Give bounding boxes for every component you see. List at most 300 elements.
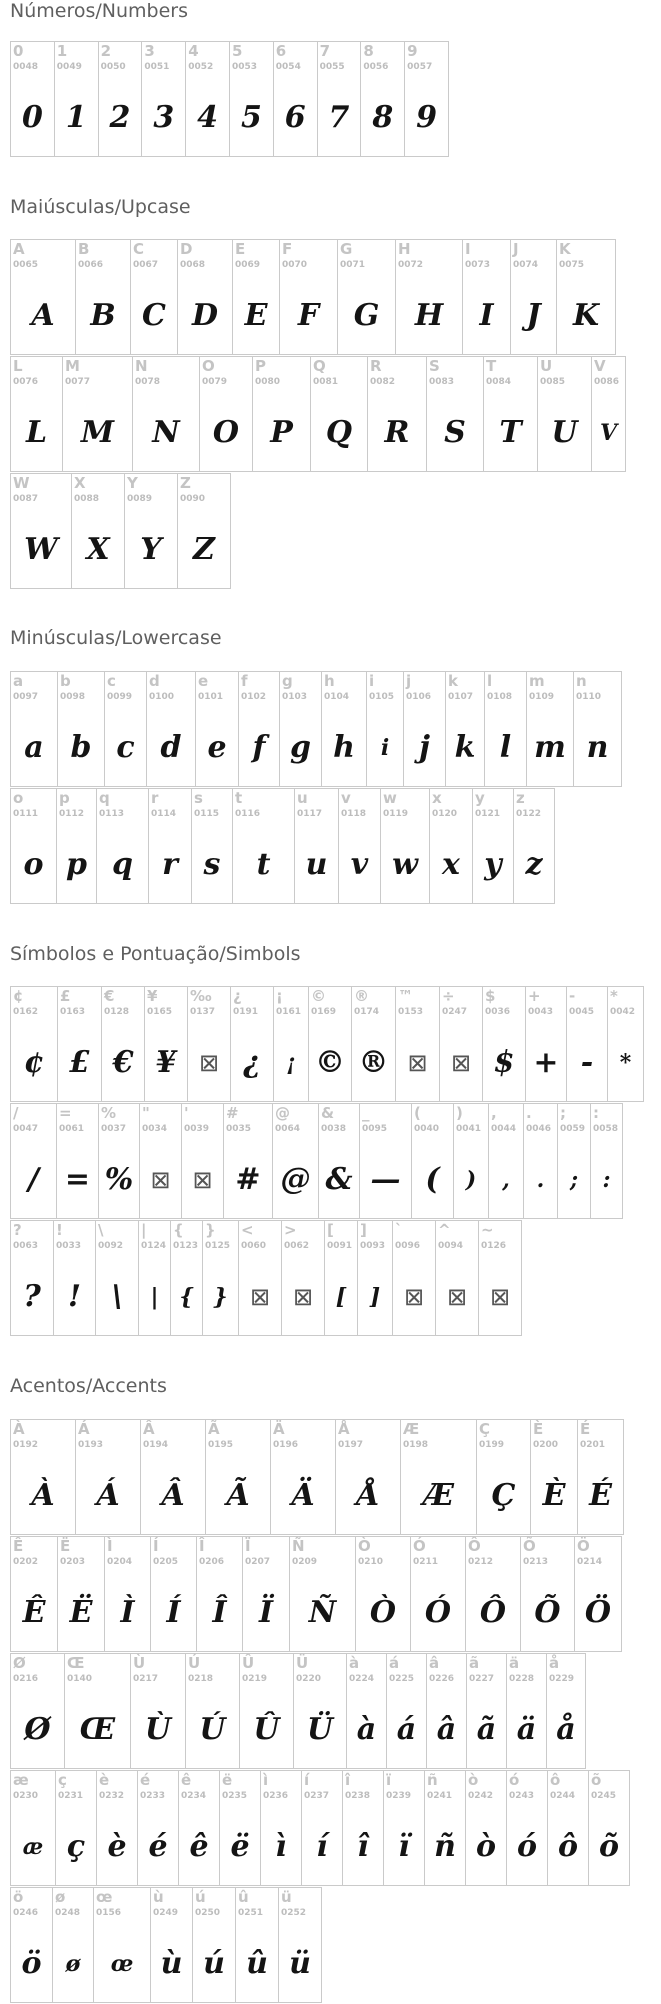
- glyph-code-label: 0248: [55, 1908, 81, 1918]
- glyph-char-label: P: [255, 357, 266, 375]
- glyph-cell: [566, 986, 608, 1102]
- glyph-code-label: 0202: [13, 1557, 39, 1567]
- glyph-char-label: ': [184, 1104, 189, 1122]
- glyph-char-label: q: [99, 789, 110, 807]
- glyph-code-label: 0162: [13, 1007, 39, 1017]
- glyph-code-label: 0156: [96, 1908, 122, 1918]
- glyph-cell: [252, 356, 311, 472]
- glyph-char-label: ó: [509, 1771, 520, 1789]
- glyph-char-label: H: [398, 240, 411, 258]
- glyph-sample: Î: [212, 1595, 227, 1630]
- glyph-sample: C: [142, 298, 166, 333]
- glyph-char-label: W: [13, 474, 30, 492]
- glyph-code-label: 0228: [509, 1674, 535, 1684]
- glyph-sample: w: [392, 847, 418, 882]
- glyph-code-label: 0111: [13, 809, 39, 819]
- glyph-char-label: ì: [263, 1771, 269, 1789]
- glyph-sample: H: [414, 298, 444, 333]
- glyph-char-label: ï: [386, 1771, 392, 1789]
- glyph-char-label: Ì: [107, 1537, 113, 1555]
- glyph-sample: u: [305, 847, 328, 882]
- glyph-code-label: 0094: [438, 1241, 464, 1251]
- glyph-char-label: Ã: [208, 1420, 220, 1438]
- glyph-code-label: 0216: [13, 1674, 39, 1684]
- glyph-code-label: 0096: [395, 1241, 421, 1251]
- glyph-code-label: 0161: [276, 1007, 302, 1017]
- glyph-code-label: 0121: [475, 809, 501, 819]
- glyph-sample: 6: [284, 100, 306, 135]
- glyph-char-label: S: [429, 357, 440, 375]
- glyph-code-label: 0091: [327, 1241, 353, 1251]
- glyph-cell: [317, 41, 362, 157]
- glyph-code-label: 0107: [448, 692, 474, 702]
- glyph-sample: k: [454, 730, 476, 765]
- glyph-code-label: 0226: [429, 1674, 455, 1684]
- glyph-char-label: i: [369, 672, 375, 690]
- glyph-cell: [338, 788, 381, 904]
- glyph-cell: [293, 1653, 347, 1769]
- glyph-cell: [96, 1770, 138, 1886]
- glyph-cell: [96, 788, 149, 904]
- glyph-char-label: Ñ: [292, 1537, 305, 1555]
- glyph-sample: ú: [203, 1946, 225, 1981]
- glyph-sample: ã: [476, 1712, 497, 1747]
- glyph-sample: Á: [96, 1478, 120, 1513]
- glyph-code-label: 0049: [56, 62, 82, 72]
- glyph-sample: D: [191, 298, 218, 333]
- glyph-sample: d: [160, 730, 182, 765]
- glyph-sample: P: [270, 415, 293, 450]
- glyph-sample: î: [357, 1829, 369, 1864]
- glyph-sample: N: [152, 415, 180, 450]
- glyph-sample: M: [80, 415, 115, 450]
- glyph-code-label: 0102: [241, 692, 267, 702]
- glyph-sample: Ï: [258, 1595, 274, 1630]
- glyph-sample: 8: [372, 100, 394, 135]
- glyph-code-label: 0233: [140, 1791, 166, 1801]
- glyph-code-label: 0090: [180, 494, 206, 504]
- glyph-char-label: e: [198, 672, 209, 690]
- glyph-code-label: 0038: [321, 1124, 347, 1134]
- glyph-code-label: 0078: [135, 377, 161, 387]
- glyph-row-accents-4: [10, 1770, 629, 1886]
- glyph-code-label: 0083: [429, 377, 455, 387]
- glyph-cell: [510, 239, 557, 355]
- glyph-cell: [324, 1220, 358, 1336]
- glyph-code-label: 0051: [144, 62, 170, 72]
- glyph-cell: [484, 671, 527, 787]
- glyph-sample: Ò: [369, 1595, 397, 1630]
- glyph-code-label: 0068: [180, 260, 206, 270]
- glyph-cell: [530, 1419, 578, 1535]
- glyph-char-label: (: [414, 1104, 421, 1122]
- glyph-cell: [229, 41, 274, 157]
- glyph-code-label: 0095: [362, 1124, 388, 1134]
- glyph-char-label: l: [487, 672, 493, 690]
- glyph-code-label: 0137: [190, 1007, 216, 1017]
- glyph-sample: Ú: [199, 1712, 226, 1747]
- glyph-sample: h: [333, 730, 355, 765]
- glyph-code-label: 0219: [242, 1674, 268, 1684]
- glyph-sample: ,: [502, 1167, 510, 1193]
- glyph-cell: [54, 41, 99, 157]
- glyph-code-label: 0247: [442, 1007, 468, 1017]
- glyph-cell: [62, 356, 133, 472]
- glyph-char-label: å: [549, 1654, 560, 1672]
- glyph-char-label: Ä: [273, 1420, 285, 1438]
- glyph-sample: Ö: [584, 1595, 612, 1630]
- glyph-sample: X: [86, 532, 110, 567]
- glyph-code-label: 0048: [13, 62, 39, 72]
- glyph-code-label: 0245: [591, 1791, 617, 1801]
- glyph-char-label: ®: [354, 987, 369, 1005]
- glyph-cell: [346, 1653, 387, 1769]
- glyph-sample: À: [31, 1478, 55, 1513]
- glyph-code-label: 0050: [100, 62, 126, 72]
- glyph-code-label: 0064: [275, 1124, 301, 1134]
- glyph-char-label: n: [576, 672, 587, 690]
- glyph-char-label: K: [559, 240, 571, 258]
- glyph-sample: ì: [275, 1829, 287, 1864]
- glyph-code-label: 0100: [149, 692, 175, 702]
- glyph-char-label: Q: [313, 357, 326, 375]
- glyph-cell: [52, 1887, 94, 2003]
- glyph-cell: [185, 1653, 240, 1769]
- glyph-code-label: 0210: [358, 1557, 384, 1567]
- glyph-char-label: 1: [56, 42, 68, 60]
- glyph-char-label: d: [149, 672, 160, 690]
- glyph-code-label: 0122: [516, 809, 542, 819]
- glyph-cell: [202, 1220, 239, 1336]
- glyph-sample: è: [107, 1829, 127, 1864]
- glyph-cell: [400, 1419, 477, 1535]
- glyph-sample: O: [212, 415, 240, 450]
- glyph-sample: n: [586, 730, 609, 765]
- glyph-row-symbols-1: [10, 986, 643, 1102]
- glyph-cell: [547, 1770, 589, 1886]
- glyph-code-label: 0079: [202, 377, 228, 387]
- glyph-char-label: +: [528, 987, 541, 1005]
- glyph-cell: [526, 671, 574, 787]
- glyph-code-label: 0067: [133, 260, 159, 270]
- glyph-sample: Í: [166, 1595, 181, 1630]
- glyph-sample: ñ: [434, 1829, 456, 1864]
- glyph-row-upcase-1: [10, 239, 615, 355]
- glyph-cell: [170, 1220, 203, 1336]
- glyph-code-label: 0066: [78, 260, 104, 270]
- glyph-char-label: ü: [281, 1888, 292, 1906]
- glyph-code-label: 0140: [67, 1674, 93, 1684]
- missing-glyph-icon: ⊠: [403, 1283, 425, 1311]
- glyph-code-label: 0108: [487, 692, 513, 702]
- glyph-char-label: Á: [78, 1420, 90, 1438]
- glyph-code-label: 0232: [99, 1791, 125, 1801]
- glyph-cell: [150, 1887, 193, 2003]
- glyph-cell: [238, 671, 280, 787]
- glyph-cell: [337, 239, 396, 355]
- glyph-code-label: 0230: [13, 1791, 39, 1801]
- glyph-sample: S: [444, 415, 466, 450]
- glyph-code-label: 0036: [485, 1007, 511, 1017]
- glyph-char-label: ¥: [147, 987, 158, 1005]
- glyph-sample: Q: [325, 415, 353, 450]
- glyph-char-label: R: [370, 357, 382, 375]
- glyph-cell: [10, 473, 72, 589]
- glyph-char-label: ö: [13, 1888, 24, 1906]
- glyph-char-label: s: [194, 789, 203, 807]
- glyph-cell: [577, 1419, 624, 1535]
- glyph-char-label: ô: [550, 1771, 561, 1789]
- glyph-cell: [403, 671, 446, 787]
- glyph-sample: Ç: [491, 1478, 516, 1513]
- glyph-code-label: 0124: [141, 1241, 167, 1251]
- glyph-char-label: w: [383, 789, 397, 807]
- glyph-sample: 1: [65, 100, 87, 135]
- glyph-char-label: è: [99, 1771, 110, 1789]
- glyph-cell: [426, 356, 484, 472]
- glyph-char-label: ò: [468, 1771, 479, 1789]
- glyph-sample: ó: [516, 1829, 537, 1864]
- glyph-sample: 7: [328, 100, 350, 135]
- glyph-code-label: 0241: [427, 1791, 453, 1801]
- glyph-code-label: 0197: [338, 1440, 364, 1450]
- glyph-char-label: ú: [195, 1888, 206, 1906]
- glyph-cell: [178, 1770, 220, 1886]
- glyph-sample: I: [479, 298, 494, 333]
- glyph-code-label: 0112: [59, 809, 85, 819]
- glyph-sample: a: [24, 730, 44, 765]
- glyph-char-label: Î: [199, 1537, 205, 1555]
- glyph-code-label: 0116: [235, 809, 261, 819]
- glyph-sample: A: [31, 298, 55, 333]
- glyph-cell: [57, 671, 105, 787]
- glyph-char-label: À: [13, 1420, 25, 1438]
- glyph-code-label: 0244: [550, 1791, 576, 1801]
- glyph-code-label: 0097: [13, 692, 39, 702]
- glyph-cell: [132, 356, 200, 472]
- glyph-code-label: 0120: [432, 809, 458, 819]
- glyph-cell: [130, 239, 178, 355]
- glyph-char-label: ¡: [276, 987, 283, 1005]
- glyph-code-label: 0053: [231, 62, 258, 72]
- glyph-code-label: 0037: [101, 1124, 127, 1134]
- glyph-sample: ¡: [286, 1050, 296, 1076]
- glyph-cell: [138, 1220, 171, 1336]
- glyph-sample: ô: [557, 1829, 578, 1864]
- glyph-code-label: 0104: [324, 692, 350, 702]
- glyph-code-label: 0081: [313, 377, 339, 387]
- glyph-code-label: 0039: [184, 1124, 210, 1134]
- glyph-cell: [230, 986, 274, 1102]
- glyph-char-label: 4: [188, 42, 199, 60]
- glyph-code-label: 0085: [540, 377, 566, 387]
- glyph-cell: [199, 356, 253, 472]
- glyph-cell: [591, 356, 626, 472]
- glyph-cell: [56, 1103, 99, 1219]
- glyph-sample: ¥: [155, 1045, 177, 1080]
- glyph-sample: Ü: [306, 1712, 334, 1747]
- glyph-code-label: 0074: [513, 260, 539, 270]
- glyph-code-label: 0073: [465, 260, 491, 270]
- glyph-sample: Z: [193, 532, 215, 567]
- glyph-code-label: 0119: [383, 809, 409, 819]
- glyph-char-label: ê: [181, 1771, 192, 1789]
- glyph-code-label: 0114: [151, 809, 177, 819]
- glyph-cell: [278, 1887, 322, 2003]
- glyph-sample: 3: [153, 100, 175, 135]
- glyph-char-label: r: [151, 789, 159, 807]
- glyph-char-label: t: [235, 789, 243, 807]
- glyph-code-label: 0040: [414, 1124, 440, 1134]
- glyph-code-label: 0046: [526, 1124, 552, 1134]
- glyph-cell: [506, 1770, 548, 1886]
- glyph-cell: [273, 41, 318, 157]
- glyph-cell: [435, 1220, 479, 1336]
- glyph-sample: â: [436, 1712, 457, 1747]
- glyph-code-label: 0077: [65, 377, 91, 387]
- glyph-code-label: 0098: [60, 692, 86, 702]
- glyph-cell: [10, 41, 55, 157]
- glyph-sample: c: [116, 730, 135, 765]
- glyph-code-label: 0088: [74, 494, 100, 504]
- glyph-row-numbers-1: [10, 41, 448, 157]
- glyph-sample: L: [25, 415, 48, 450]
- glyph-sample: ò: [475, 1829, 496, 1864]
- glyph-char-label: h: [324, 672, 335, 690]
- glyph-cell: [56, 788, 97, 904]
- glyph-row-symbols-3: [10, 1220, 521, 1336]
- glyph-cell: [513, 788, 555, 904]
- glyph-sample: È: [542, 1478, 566, 1513]
- glyph-cell: [53, 1220, 96, 1336]
- glyph-code-label: 0165: [147, 1007, 173, 1017]
- glyph-char-label: m: [529, 672, 545, 690]
- glyph-cell: [590, 1103, 623, 1219]
- glyph-sample: 9: [416, 100, 437, 135]
- glyph-sample: Û: [253, 1712, 280, 1747]
- glyph-char-label: Œ: [67, 1654, 85, 1672]
- glyph-sample: r: [162, 847, 178, 882]
- glyph-char-label: ,: [491, 1104, 497, 1122]
- glyph-cell: [520, 1536, 575, 1652]
- glyph-cell: [196, 1536, 243, 1652]
- glyph-char-label: 8: [363, 42, 374, 60]
- glyph-sample: f: [252, 730, 266, 765]
- glyph-cell: [10, 1419, 76, 1535]
- glyph-sample: 5: [240, 100, 262, 135]
- glyph-cell: [472, 788, 514, 904]
- glyph-char-label: v: [341, 789, 351, 807]
- glyph-row-accents-5: [10, 1887, 321, 2003]
- glyph-cell: [465, 1770, 507, 1886]
- glyph-code-label: 0192: [13, 1440, 39, 1450]
- glyph-row-upcase-3: [10, 473, 230, 589]
- glyph-char-label: y: [475, 789, 485, 807]
- glyph-char-label: ‰: [190, 987, 212, 1005]
- glyph-char-label: /: [13, 1104, 19, 1122]
- glyph-code-label: 0059: [560, 1124, 586, 1134]
- glyph-cell: [192, 1887, 236, 2003]
- glyph-cell: [386, 1653, 427, 1769]
- glyph-char-label: M: [65, 357, 80, 375]
- glyph-char-label: Ü: [296, 1654, 309, 1672]
- glyph-cell: [355, 1536, 411, 1652]
- glyph-row-lowercase-2: [10, 788, 554, 904]
- glyph-cell: [101, 986, 145, 1102]
- glyph-cell: [150, 1536, 197, 1652]
- glyph-char-label: =: [59, 1104, 72, 1122]
- glyph-cell: [289, 1536, 356, 1652]
- glyph-sample: +: [533, 1045, 559, 1080]
- glyph-cell: [439, 986, 483, 1102]
- glyph-char-label: X: [74, 474, 86, 492]
- glyph-sample: T: [499, 415, 522, 450]
- glyph-char-label: b: [60, 672, 71, 690]
- glyph-char-label: Â: [143, 1420, 155, 1438]
- glyph-code-label: 0252: [281, 1908, 307, 1918]
- glyph-char-label: >: [284, 1221, 297, 1239]
- glyph-char-label: ^: [438, 1221, 451, 1239]
- glyph-sample: ü: [289, 1946, 311, 1981]
- glyph-cell: [130, 1653, 186, 1769]
- glyph-code-label: 0203: [60, 1557, 86, 1567]
- glyph-char-label: \: [98, 1221, 104, 1239]
- glyph-row-symbols-2: [10, 1103, 622, 1219]
- glyph-cell: [359, 1103, 412, 1219]
- glyph-sample: l: [499, 730, 512, 765]
- glyph-sample: á: [396, 1712, 417, 1747]
- glyph-cell: [360, 41, 405, 157]
- glyph-char-label: O: [202, 357, 215, 375]
- glyph-cell: [177, 473, 231, 589]
- glyph-row-lowercase-1: [10, 671, 621, 787]
- glyph-sample: J: [526, 298, 541, 333]
- glyph-cell: [10, 239, 76, 355]
- glyph-cell: [64, 1653, 131, 1769]
- glyph-sample: |: [150, 1284, 159, 1310]
- glyph-code-label: 0075: [559, 260, 585, 270]
- section-title-upcase: Maiúsculas/Upcase: [10, 196, 191, 218]
- glyph-sample: m: [534, 730, 566, 765]
- glyph-cell: [10, 671, 58, 787]
- glyph-code-label: 0234: [181, 1791, 207, 1801]
- glyph-sample: ë: [230, 1829, 250, 1864]
- glyph-cell: [429, 788, 473, 904]
- glyph-char-label: p: [59, 789, 70, 807]
- glyph-cell: [137, 1770, 179, 1886]
- glyph-char-label: Ø: [13, 1654, 26, 1672]
- missing-glyph-icon: ⊠: [407, 1049, 428, 1077]
- glyph-cell: [185, 41, 230, 157]
- glyph-char-label: Ó: [413, 1537, 426, 1555]
- glyph-cell: [144, 986, 188, 1102]
- glyph-sample: ø: [65, 1951, 81, 1977]
- glyph-code-label: 0205: [153, 1557, 179, 1567]
- glyph-cell: [476, 1419, 531, 1535]
- glyph-cell: [523, 1103, 558, 1219]
- glyph-code-label: 0041: [456, 1124, 482, 1134]
- glyph-char-label: 6: [275, 42, 287, 60]
- glyph-code-label: 0194: [143, 1440, 169, 1450]
- glyph-char-label: Ú: [188, 1654, 201, 1672]
- glyph-cell: [235, 1887, 279, 2003]
- glyph-code-label: 0204: [107, 1557, 133, 1567]
- glyph-code-label: 0058: [593, 1124, 619, 1134]
- glyph-cell: [395, 986, 440, 1102]
- glyph-sample: Ó: [424, 1595, 452, 1630]
- glyph-char-label: È: [533, 1420, 544, 1438]
- glyph-cell: [10, 1770, 56, 1886]
